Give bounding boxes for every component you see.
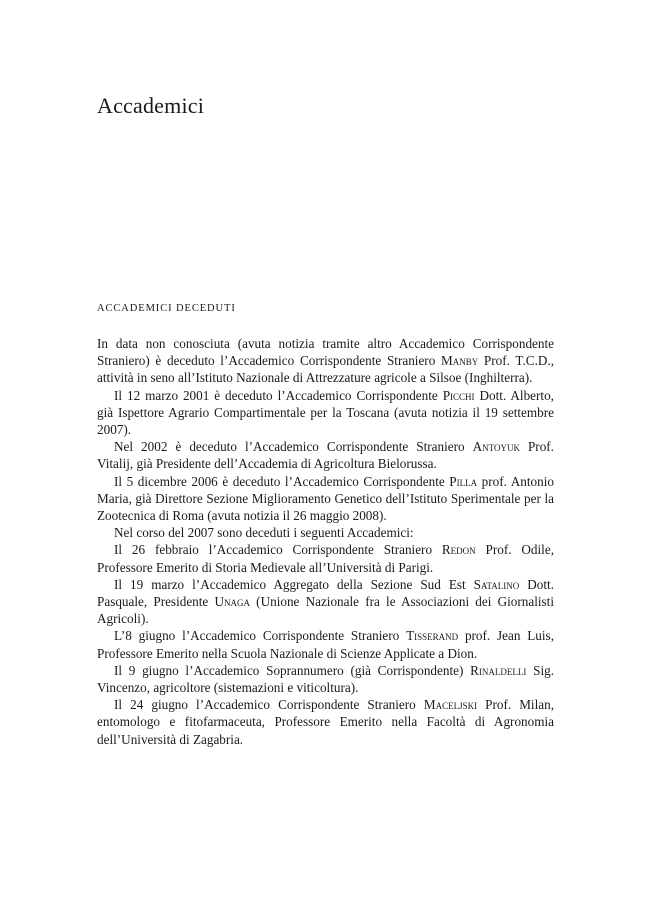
body-text bbox=[97, 335, 554, 748]
person-name: Satalino bbox=[473, 576, 520, 592]
paragraph: Il 24 giugno l’Accademico Corrispondente Straniero Maceljski Prof. Milan, entomologo e fitofarmaceuta, Professore Emerito nella Facoltà di Agronomia dell’Università di Zagabria. bbox=[97, 697, 555, 747]
paragraph: Il 26 febbraio l’Accademico Corrispondente Straniero Redon Prof. Odile, Professore Emerito di Storia Medievale all’Università di Parigi. bbox=[97, 542, 554, 575]
organization-acronym: Unaga bbox=[214, 594, 250, 610]
paragraph: In data non conosciuta (avuta notizia tramite altro Accademico Corrispondente Straniero) è deceduto l’Accademico Corrispondente Straniero Manby Prof. T.C.D., attività in seno all’Istituto Nazionale di Attrezzature agricole a Silsoe (Inghilterra). bbox=[97, 336, 554, 386]
paragraph: L’8 giugno l’Accademico Corrispondente Straniero Tisserand prof. Jean Luis, Professore Emerito nella Scuola Nazionale di Scienze Applicate a Dion. bbox=[97, 628, 554, 661]
person-name: Redon bbox=[441, 542, 476, 558]
person-name: Picchi bbox=[442, 387, 475, 403]
paragraph: Nel 2002 è deceduto l’Accademico Corrispondente Straniero Antoyuk Prof. Vitalij, già Presidente dell’Accademia di Agricoltura Bielorussa. bbox=[97, 439, 554, 472]
section-heading: ACCADEMICI DECEDUTI bbox=[97, 303, 236, 314]
paragraph: Il 19 marzo l’Accademico Aggregato della Sezione Sud Est Satalino Dott. Pasquale, Presidente Unaga (Unione Nazionale fra le Associazioni dei Giornalisti Agricoli). bbox=[97, 576, 555, 627]
paragraph: Il 5 dicembre 2006 è deceduto l’Accademico Corrispondente Pilla prof. Antonio Maria, già Direttore Sezione Miglioramento Genetico dell’Istituto Sperimentale per la Zootecnica di Roma (avuta notizia il 26 maggio 2008). bbox=[97, 473, 554, 524]
paragraph: Il 12 marzo 2001 è deceduto l’Accademico Corrispondente Picchi Dott. Alberto, già Ispettore Agrario Compartimentale per la Toscana (avuta notizia il 19 settembre 2007). bbox=[97, 387, 554, 438]
paragraph: Nel corso del 2007 sono deceduti i seguenti Accademici: bbox=[114, 525, 414, 541]
paragraph: Il 9 giugno l’Accademico Soprannumero (già Corrispondente) Rinaldelli Sig. Vincenzo, agricoltore (sistemazioni e viticoltura). bbox=[97, 662, 554, 696]
person-name: Manby bbox=[441, 353, 479, 369]
person-name: Tisserand bbox=[406, 628, 459, 644]
chapter-title: Accademici bbox=[97, 93, 205, 118]
person-name: Rinaldelli bbox=[470, 662, 527, 678]
person-name: Maceljski bbox=[423, 697, 478, 713]
person-name: Antoyuk bbox=[472, 439, 520, 455]
person-name: Pilla bbox=[449, 473, 478, 489]
